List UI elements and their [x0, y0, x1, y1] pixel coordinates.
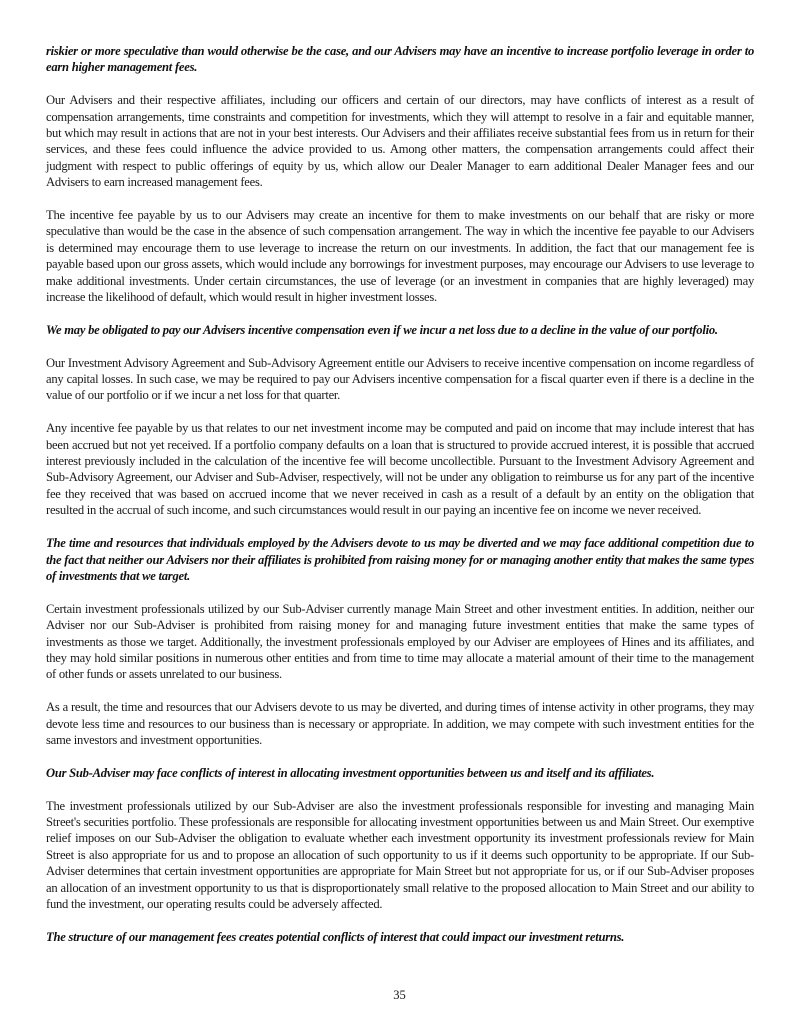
- body-paragraph: Our Advisers and their respective affiliates, including our officers and certain of our directors, may have conflicts of interest as a result of compensation arrangements, time constraints and competition for investments, which they will attempt to resolve in a fair and equitable manner, but which may result in actions that are not in your best interests. Our Advisers and their affiliates receive substantial fees from us in return for their services, and these fees could influence the advice provided to us. Among other matters, the compensation arrangements could affect their judgment with respect to public offerings of equity by us, which allow our Dealer Manager to earn additional Dealer Manager fees and our Advisers to earn increased management fees.: [46, 93, 754, 190]
- body-paragraph: Our Investment Advisory Agreement and Sub-Advisory Agreement entitle our Advisers to receive incentive compensation on income regardless of any capital losses. In such case, we may be required to pay our Advisers incentive compensation for a fiscal quarter even if there is a decline in the value of our portfolio or if we incur a net loss for that quarter.: [46, 355, 754, 403]
- body-paragraph: Certain investment professionals utilized by our Sub-Adviser currently manage Main Street and other investment entities. In addition, neither our Adviser nor our Sub-Adviser is prohibited from raising money for and managing future investment entities that make the same types of investments as those we target. Additionally, the investment professionals employed by our Adviser are employees of Hines and its affiliates, and they may hold similar positions in numerous other entities and from time to time may allocate a material amount of their time to the management of other funds or assets unrelated to our business.: [46, 601, 754, 682]
- section-heading: We may be obligated to pay our Advisers incentive compensation even if we incur a net loss due to a decline in the value of our portfolio.: [46, 322, 718, 337]
- page-number: 35: [393, 988, 406, 1002]
- body-paragraph: Any incentive fee payable by us that relates to our net investment income may be computed and paid on income that may include interest that has been accrued but not yet received. If a portfolio company defaults on a loan that is structured to provide accrued interest, it is possible that accrued interest previously included in the calculation of the incentive fee will become uncollectible. Pursuant to the Investment Advisory Agreement and Sub-Advisory Agreement, our Adviser and Sub-Adviser, respectively, will not be under any obligation to reimburse us for any part of the incentive fee they received that was based on accrued income that we never received in cash as a result of a default by an entity on the obligation that resulted in the accrual of such income, and such circumstances would result in our paying an incentive fee on income we never received.: [46, 421, 754, 518]
- section-heading: Our Sub-Adviser may face conflicts of interest in allocating investment opportunities between us and itself and its affiliates.: [46, 765, 655, 780]
- body-paragraph: The investment professionals utilized by our Sub-Adviser are also the investment professionals responsible for investing and managing Main Street's securities portfolio. These professionals are responsible for allocating investment opportunities between us and Main Street. Our exemptive relief imposes on our Sub-Adviser the obligation to evaluate whether each investment opportunity its investment professionals review for Main Street is also appropriate for us and to propose an allocation of such opportunity to us if it deems such opportunity to be appropriate. If our Sub-Adviser determines that certain investment opportunities are appropriate for Main Street but not appropriate for us, or if our Sub-Adviser proposes an allocation of an investment opportunity to us that is disproportionately small relative to the proposed allocation to Main Street and our ability to fund the investment, our operating results could be adversely affected.: [46, 798, 754, 911]
- document-page: [46, 43, 754, 962]
- section-heading-continued: riskier or more speculative than would otherwise be the case, and our Advisers may have an incentive to increase portfolio leverage in order to earn higher management fees.: [46, 44, 754, 75]
- body-paragraph: The incentive fee payable by us to our Advisers may create an incentive for them to make investments on our behalf that are risky or more speculative than would be the case in the absence of such compensation arrangement. The way in which the incentive fee payable to our Advisers is determined may encourage them to use leverage to increase the return on our investments. In addition, the fact that our management fee is payable based upon our gross assets, which would include any borrowings for investment purposes, may encourage our Advisers to use leverage to make additional investments. Under certain circumstances, the use of leverage (or an investment in companies that are highly leveraged) may increase the likelihood of default, which would result in higher investment losses.: [46, 208, 754, 305]
- section-heading: The structure of our management fees creates potential conflicts of interest that could impact our investment returns.: [46, 929, 625, 944]
- body-paragraph: As a result, the time and resources that our Advisers devote to us may be diverted, and during times of intense activity in other programs, they may devote less time and resources to our business than is necessary or appropriate. In addition, we may compete with such investment entities for the same investors and investment opportunities.: [46, 700, 754, 747]
- section-heading: The time and resources that individuals employed by the Advisers devote to us may be diverted and we may face additional competition due to the fact that neither our Advisers nor their affiliates is prohibited from raising money for or managing another entity that makes the same types of investments that we target.: [46, 536, 754, 583]
